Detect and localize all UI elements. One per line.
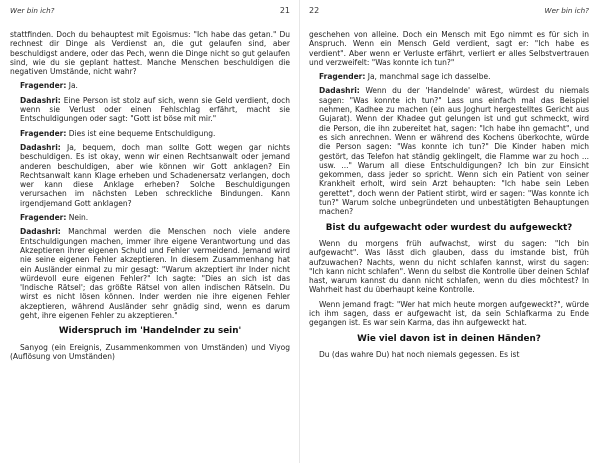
dialogue-paragraph xyxy=(309,86,589,216)
dialogue-paragraph xyxy=(10,227,290,320)
left-page xyxy=(10,0,290,463)
running-header-title: Wer bin ich? xyxy=(544,6,589,15)
speaker-label: Dadashri: xyxy=(20,227,61,237)
speaker-label: Dadashri: xyxy=(20,142,61,152)
paragraph: Sanyog (ein Ereignis, Zusammenkommen von Umständen) und Viyog (Auflösung von Umständen) xyxy=(10,342,290,361)
dialogue-paragraph xyxy=(10,129,290,138)
page-header xyxy=(309,6,589,20)
dialogue-text: Eine Person ist stolz auf sich, wenn sie Geld verdient, doch wenn sie Verlust oder einen Fehlschlag erfährt, macht sie Entschuldigungen oder sagt: "Gott ist böse mit mir." xyxy=(20,95,290,124)
dialogue-paragraph xyxy=(10,81,290,90)
right-page xyxy=(309,0,589,463)
paragraph: stattfinden. Doch du behauptest mit Egoismus: "Ich habe das getan." Du rechnest dir Dinge als Verdienst an, die gut gelaufen sind, aber beschuldigst andere, oder das Pech, wenn die Dinge nicht so gut gelaufen sind, wie du sie geplant hattest. Manche Menschen beschuldigen die negativen Umstände, nicht wahr? xyxy=(10,30,290,77)
speaker-label: Dadashri: xyxy=(20,95,61,105)
dialogue-paragraph xyxy=(10,143,290,208)
speaker-label: Fragender: xyxy=(319,72,366,82)
speaker-label: Fragender: xyxy=(20,128,67,138)
section-heading: Bist du aufgewacht oder wurdest du aufgeweckt? xyxy=(325,222,573,233)
speaker-label: Fragender: xyxy=(20,213,67,223)
section-heading: Wie viel davon ist in deinen Händen? xyxy=(357,333,541,344)
paragraph: Wenn du morgens früh aufwachst, wirst du sagen: "Ich bin aufgewacht". Was lässt dich glauben, dass du imstande bist, früh aufzuwachen? Nachts, wenn du nicht schlafen kannst, wirst du sagen: "Ich kann nicht schlafen". Wenn du selbst die Kontrolle über deinen Schlaf hast, warum kannst du dann nicht schlafen, wenn du dies möchtest? In Wahrheit hast du überhaupt keine Kontrolle. xyxy=(309,238,589,295)
dialogue-text: Dies ist eine bequeme Entschuldigung. xyxy=(68,128,216,138)
page-number: 22 xyxy=(309,6,320,15)
paragraph: Wenn jemand fragt: "Wer hat mich heute morgen aufgeweckt?", würde ich ihm sagen, dass er aufgewacht ist, da sein Schlafkarma zu Ende gegangen ist. Es war sein Karma, das ihn aufgeweckt hat. xyxy=(309,299,589,328)
dialogue-text: Wenn du der 'Handelnde' wärest, würdest du niemals sagen: "Was konnte ich tun?" Lass uns einfach mal das Beispiel nehmen, Kadhee zu machen (ein aus Joghurt hergestelltes Gericht aus Gujarat). Wenn der Khadee gut gelungen ist und gut schmeckt, wird die Person, die ihn zubereitet hat, sagen: "Ich habe ihn gemacht", und es sich anrechnen. Wenn er während des Kochens überkochte, würde die Person sagen: "Was konnte ich tun?" Die Kinder haben mich gestört, das Telefon hat ständig geklingelt, die Flamme war zu hoch ... usw. ..." Warum all diese Entschuldigungen? Ich bin zur Einsicht gekommen, dass jeder so spricht. Wenn sich ein Patient von seiner Krankheit erholt, wird sein Arzt behaupten: "Ich habe sein Leben gerettet", doch wenn der Patient stirbt, wird er sagen: "Was konnte ich tun?" Warum solche unbegründeten und unbestätigten Behauptungen machen? xyxy=(319,86,589,217)
dialogue-paragraph xyxy=(10,213,290,222)
page-body xyxy=(10,30,290,361)
dialogue-paragraph xyxy=(10,96,290,124)
page-number: 21 xyxy=(279,6,290,15)
speaker-label: Dadashri: xyxy=(319,86,360,96)
dialogue-text: Ja, bequem, doch man sollte Gott wegen gar nichts beschuldigen. Es ist okay, wenn wir einen Rechtsanwalt oder jemand anderen beschuldigen, aber wie können wir Gott anklagen? Ein Rechtsanwalt kann Klage erheben und Schadenersatz verlangen, doch wer kann diese Anklage erheben? Solche Beschuldigungen verursachen im nächsten Leben schreckliche Bindungen. Kann irgendjemand Gott anklagen? xyxy=(20,142,290,208)
dialogue-text: Ja, manchmal sage ich dasselbe. xyxy=(367,72,491,82)
page-header xyxy=(10,6,290,20)
page-body xyxy=(309,30,589,359)
speaker-label: Fragender: xyxy=(20,81,67,91)
running-header-title: Wer bin ich? xyxy=(10,6,55,15)
section-heading: Widerspruch im 'Handelnder zu sein' xyxy=(58,326,242,337)
dialogue-paragraph xyxy=(309,72,589,81)
dialogue-text: Manchmal werden die Menschen noch viele andere Entschuldigungen machen, immer ihre eigene Verantwortung und das Akzeptieren ihrer eigenen Schuld und Fehler vermeidend. Jemand wird nie seine eigenen Fehler akzeptieren. In diesem Zusammenhang hat ein Ausländer einmal zu mir gesagt: "Warum akzeptiert ihr Inder nicht würdevoll eure eigenen Fehler?" Ich sagte: "Dies an sich ist das 'Indische Rätsel'; das größte Rätsel von allen indischen Rätseln. Du wirst es nicht lösen können. Inder werden nie ihre eigenen Fehler akzeptieren, während Ausländer sehr gnädig sind, wenn es darum geht, ihre eigenen Fehler zu akzeptieren." xyxy=(20,227,290,321)
paragraph: Du (das wahre Du) hat noch niemals gegessen. Es ist xyxy=(319,349,520,359)
dialogue-text: Nein. xyxy=(68,213,89,223)
gutter-divider xyxy=(299,0,300,463)
paragraph: geschehen von alleine. Doch ein Mensch mit Ego nimmt es für sich in Anspruch. Wenn ein Mensch Geld verdient, sagt er: "Ich habe es verdient". Aber wenn er Verluste erfährt, verliert er alles Selbstvertrauen und verzweifelt: "Was konnte ich tun?" xyxy=(309,30,589,67)
dialogue-text: Ja. xyxy=(68,81,78,91)
